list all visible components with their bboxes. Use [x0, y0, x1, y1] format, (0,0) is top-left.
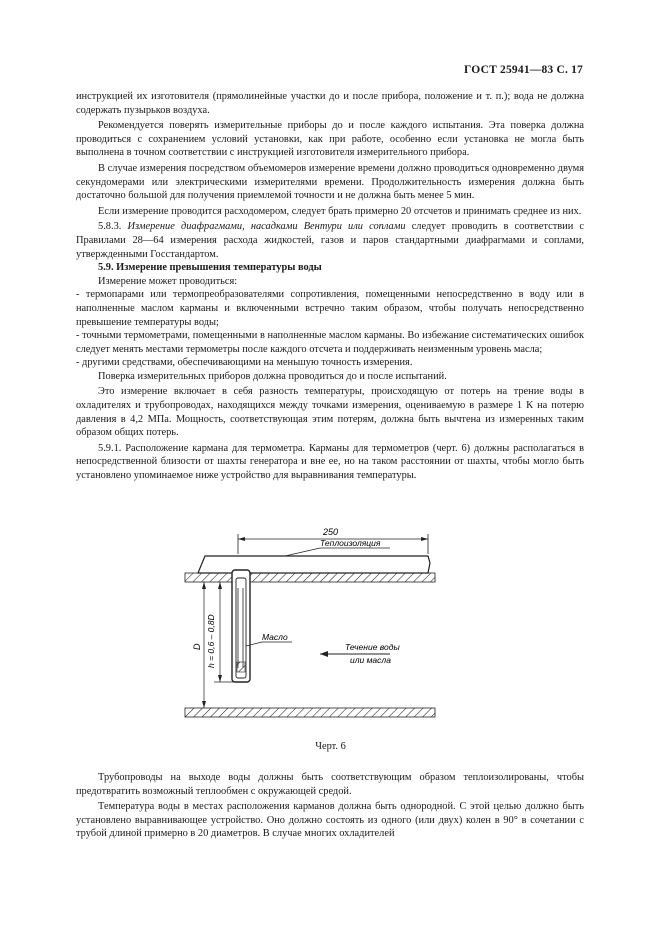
list-item: - точными термометрами, помещенными в наполненные маслом карманы. Во избежание систематических ошибок следует менять местами термометры после каждого отсчета и поддерживать неизменным уровень масла;: [76, 330, 584, 355]
section-text: следует проводить в соответствии с Правилами 28—64 измерения расхода жидкостей, газов и паров стандартными диафрагмами и соплами, утвержденными Госстандартом.: [76, 221, 585, 260]
paragraph: инструкцией их изготовителя (прямолинейные участки до и после прибора, положение и т. п.); вода не должна содержать пузырьков воздуха.: [76, 91, 584, 116]
oil-label: Масло: [262, 632, 288, 642]
d-dimension-label: D: [192, 643, 202, 650]
figure-6: [180, 518, 440, 728]
dimension-250-label: 250: [323, 527, 339, 537]
paragraph: Трубопроводы на выходе воды должны быть соответствующим образом теплоизолированы, чтобы предотвратить возможный теплообмен с окружающей средой.: [76, 772, 584, 797]
section-5-8-3: [76, 220, 584, 261]
text-block-top: [76, 90, 584, 483]
insulation-label: Теплоизоляция: [320, 538, 381, 548]
list-item: - термопарами или термопреобразователями сопротивления, помещенными непосредственно в воду или в наполненные маслом карманы и включенными встречно таким образом, чтобы получать непосредственно превышение температуры воды;: [76, 289, 584, 328]
h-dimension-label: h = 0,6 – 0,8D: [206, 614, 216, 668]
section-heading-5-9: 5.9. Измерение превышения температуры воды: [98, 262, 322, 274]
figure-caption: Черт. 6: [315, 741, 346, 752]
flow-label-1: Течение воды: [345, 642, 400, 652]
paragraph: Измерение может проводиться:: [98, 275, 238, 287]
paragraph: Это измерение включает в себя разность температуры, происходящую от потерь на трение воды в охладителях и трубопроводах, находящихся между точками измерения, оцениваемую в размере 1 К на потерю давления в 4,2 МПа. Мощность, соответствующая этим потерям, должна быть вычтена из измеренных таким образом общих потерь.: [76, 386, 584, 439]
paragraph: Рекомендуется поверять измерительные приборы до и после каждого испытания. Эта поверка должна проводиться с сохранением условий установки, как при работе, особенно если установка не могла быть выполнена в точном соответствии с инструкцией изготовителя измерительного прибора.: [76, 120, 584, 159]
section-title: Измерение диафрагмами, насадками Вентури или соплами: [127, 221, 406, 233]
paragraph: Температура воды в местах расположения карманов должна быть однородной. С этой целью должно быть установлено выравнивающее устройство. Оно должно состоять из одного (или двух) колен в 90° в сочетании с трубой длиной примерно в 20 диаметров. В случае многих охладителей: [76, 801, 584, 840]
paragraph: Если измерение проводится расходомером, следует брать примерно 20 отсчетов и принимать среднее из них.: [98, 205, 582, 217]
paragraph: Поверка измерительных приборов должна проводиться до и после испытаний.: [98, 370, 447, 382]
flow-label-2: или масла: [350, 655, 391, 665]
paragraph: 5.9.1. Расположение кармана для термометра. Карманы для термометров (черт. 6) должны располагаться в непосредственной близости от шахты генератора и вне ее, но на таком расстоянии от шахты, чтобы могло быть установлено упоминаемое ниже устройство для выравнивания температуры.: [76, 442, 584, 482]
thermometer-pocket-diagram: [180, 518, 440, 728]
list-item: - другими средствами, обеспечивающими на меньшую точность измерения.: [76, 357, 413, 369]
pipe-wall-bottom: [185, 708, 435, 717]
pipe-wall-top: [185, 573, 435, 582]
section-number: 5.8.3.: [98, 221, 122, 233]
paragraph: В случае измерения посредством объемомеров измерение времени должно проводиться одновременно двумя секундомерами или электрическими измерителями времени. Продолжительность измерения должна быть достаточно большой для получения приемлемой точности и не должна быть менее 5 мин.: [76, 162, 584, 202]
page-header: ГОСТ 25941—83 С. 17: [464, 64, 583, 76]
text-block-bottom: [76, 771, 584, 841]
